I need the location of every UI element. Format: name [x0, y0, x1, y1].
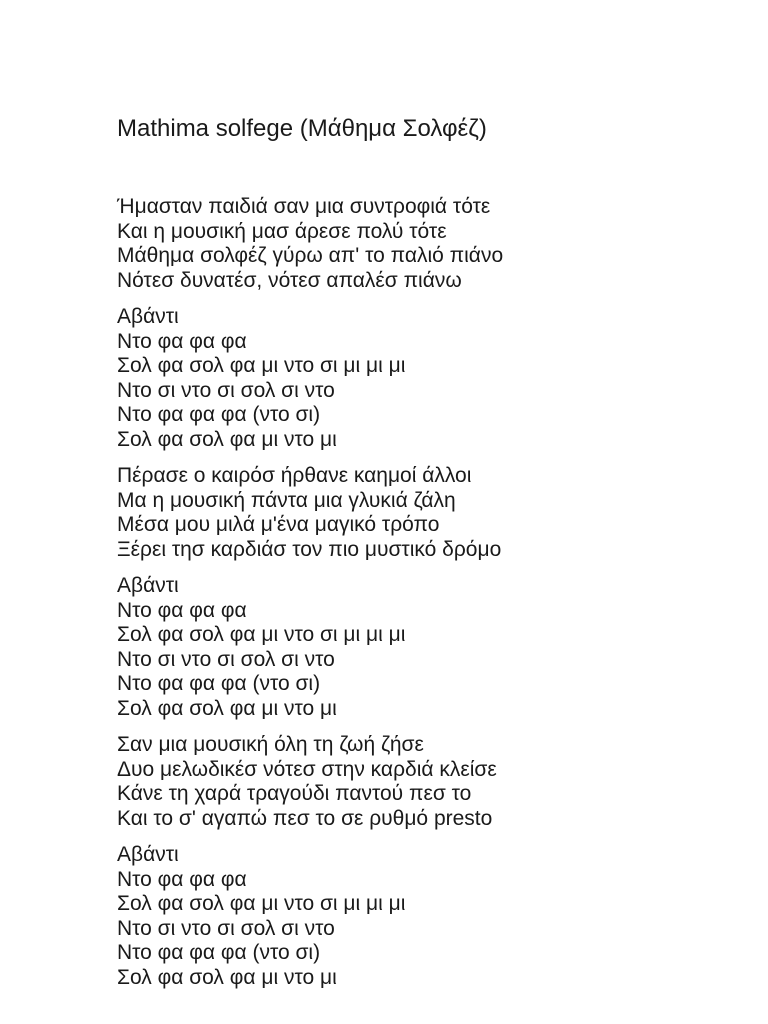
- lyric-line: Μέσα μου μιλά μ'ένα μαγικό τρόπο: [117, 513, 440, 536]
- lyric-line: Αβάντι: [117, 843, 179, 866]
- lyric-line: Ήμασταν παιδιά σαν μια συντροφιά τότε: [117, 195, 491, 218]
- lyric-line: Αβάντι: [117, 305, 179, 328]
- lyric-line: Και το σ' αγαπώ πεσ το σε ρυθμό presto: [117, 806, 493, 830]
- lyric-line: Σολ φα σολ φα μι ντο μι: [117, 427, 337, 451]
- lyric-line: Σολ φα σολ φα μι ντο σι μι μι μι: [117, 892, 406, 915]
- lyric-line: Νότεσ δυνατέσ, νότεσ απαλέσ πιάνω: [117, 268, 462, 292]
- lyrics-body: [117, 195, 503, 1002]
- lyric-line: Σολ φα σολ φα μι ντο μι: [117, 696, 337, 720]
- lyric-line: Σολ φα σολ φα μι ντο μι: [117, 965, 337, 989]
- stanza-chorus-2: [117, 574, 503, 721]
- lyric-line: Κάνε τη χαρά τραγούδι παντού πεσ το: [117, 782, 472, 805]
- document-page: [117, 0, 737, 1024]
- lyric-line: Και η μουσική μασ άρεσε πολύ τότε: [117, 219, 447, 243]
- lyric-line: Ντο φα φα φα: [117, 867, 247, 891]
- lyric-line: Ντο σι ντο σι σολ σι ντο: [117, 378, 335, 402]
- lyric-line: Σολ φα σολ φα μι ντο σι μι μι μι: [117, 354, 406, 377]
- stanza-chorus-1: [117, 305, 503, 452]
- lyric-line: Μα η μουσική πάντα μια γλυκιά ζάλη: [117, 488, 456, 512]
- stanza-chorus-3: [117, 843, 503, 990]
- stanza-verse-1: [117, 195, 503, 293]
- lyric-line: Ντο φα φα φα (ντο σι): [117, 941, 321, 964]
- lyric-line: Αβάντι: [117, 574, 179, 597]
- lyric-line: Ντο φα φα φα (ντο σι): [117, 403, 321, 426]
- lyric-line: Ξέρει τησ καρδιάσ τον πιο μυστικό δρόμο: [117, 537, 502, 561]
- lyric-line: Ντο σι ντο σι σολ σι ντο: [117, 647, 335, 671]
- lyric-line: Ντο φα φα φα: [117, 329, 247, 353]
- lyric-line: Πέρασε ο καιρόσ ήρθανε καημοί άλλοι: [117, 464, 472, 487]
- document-title: Mathima solfege (Μάθημα Σολφέζ): [117, 115, 487, 142]
- lyric-line: Ντο φα φα φα (ντο σι): [117, 672, 321, 695]
- lyric-line: Ντο φα φα φα: [117, 598, 247, 622]
- lyric-line: Σολ φα σολ φα μι ντο σι μι μι μι: [117, 623, 406, 646]
- lyric-line: Δυο μελωδικέσ νότεσ στην καρδιά κλείσε: [117, 757, 497, 781]
- lyric-line: Σαν μια μουσική όλη τη ζωή ζήσε: [117, 733, 424, 756]
- stanza-verse-3: [117, 733, 503, 831]
- lyric-line: Μάθημα σολφέζ γύρω απ' το παλιό πιάνο: [117, 244, 504, 267]
- stanza-verse-2: [117, 464, 503, 562]
- lyric-line: Ντο σι ντο σι σολ σι ντο: [117, 916, 335, 940]
